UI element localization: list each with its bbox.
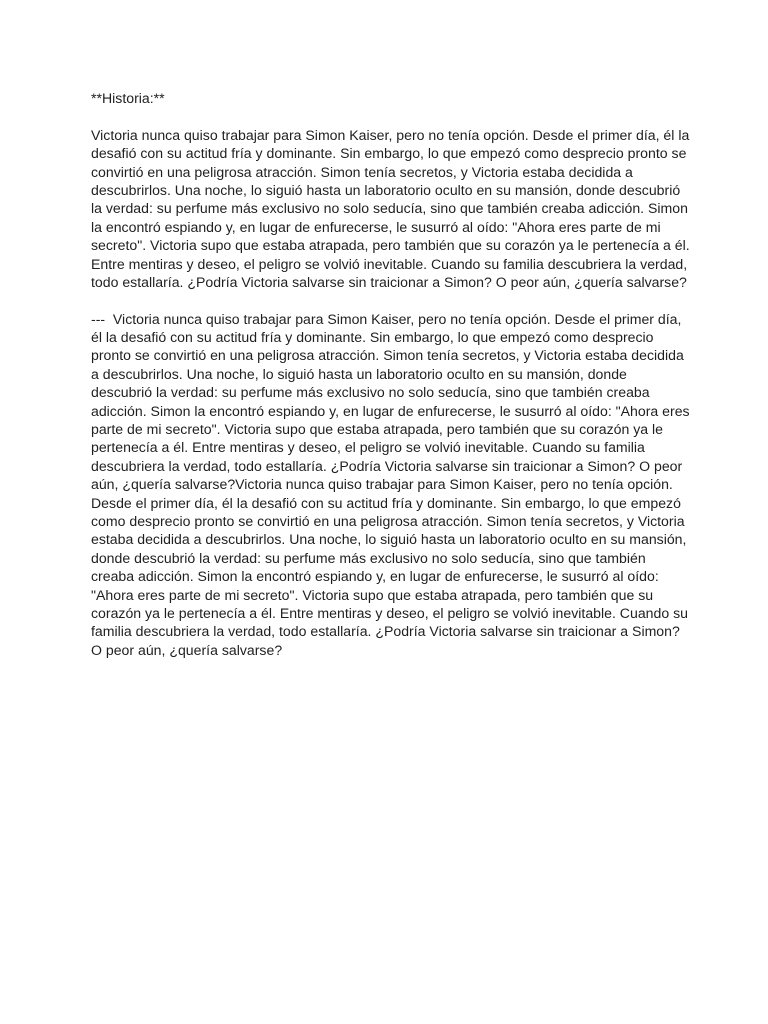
- paragraph-line: corazón ya le pertenecía a él. Entre mentiras y deseo, el peligro se volvió inevitable. Cuando su: [91, 604, 688, 621]
- paragraph-line: Entre mentiras y deseo, el peligro se volvió inevitable. Cuando su familia descubriera la verdad,: [91, 255, 688, 272]
- paragraph-line: descubrió la verdad: su perfume más exclusivo no solo seducía, sino que también creaba: [91, 384, 650, 401]
- paragraph-line: --- Victoria nunca quiso trabajar para Simon Kaiser, pero no tenía opción. Desde el primer día,: [91, 310, 682, 327]
- paragraph-line: secreto". Victoria supo que estaba atrapada, pero también que su corazón ya le pertenecía a él.: [91, 237, 690, 254]
- paragraph-line: pronto se convirtió en una peligrosa atracción. Simon tenía secretos, y Victoria estaba decidida: [91, 347, 684, 364]
- paragraph-line: creaba adicción. Simon la encontró espiando y, en lugar de enfurecerse, le susurró al oído:: [91, 568, 659, 585]
- paragraph-line: O peor aún, ¿quería salvarse?: [91, 641, 283, 658]
- paragraph-line: todo estallaría. ¿Podría Victoria salvarse sin traicionar a Simon? O peor aún, ¿quería salvarse?: [91, 273, 687, 290]
- document-heading: **Historia:**: [91, 90, 165, 106]
- story-paragraph-2: [91, 310, 691, 659]
- story-paragraph-1: [91, 126, 691, 292]
- paragraph-line: descubrirlos. Una noche, lo siguió hasta un laboratorio oculto en su mansión, donde descubrió: [91, 181, 681, 198]
- paragraph-line: desafió con su actitud fría y dominante. Sin embargo, lo que empezó como desprecio pronto se: [91, 145, 687, 162]
- paragraph-line: a descubrirlos. Una noche, lo siguió hasta un laboratorio oculto en su mansión, donde: [91, 365, 627, 382]
- paragraph-line: la verdad: su perfume más exclusivo no solo seducía, sino que también creaba adicción. Simon: [91, 200, 688, 217]
- paragraph-line: él la desafió con su actitud fría y dominante. Sin embargo, lo que empezó como desprecio: [91, 329, 654, 346]
- paragraph-line: donde descubrió la verdad: su perfume más exclusivo no solo seducía, sino que también: [91, 549, 646, 566]
- paragraph-line: pertenecía a él. Entre mentiras y deseo, el peligro se volvió inevitable. Cuando su familia: [91, 439, 645, 456]
- paragraph-line: como desprecio pronto se convirtió en una peligrosa atracción. Simon tenía secretos, y Victoria: [91, 512, 685, 529]
- paragraph-line: Desde el primer día, él la desafió con su actitud fría y dominante. Sin embargo, lo que empezó: [91, 494, 681, 511]
- paragraph-line: la encontró espiando y, en lugar de enfurecerse, le susurró al oído: "Ahora eres parte de mi: [91, 218, 661, 235]
- paragraph-line: familia descubriera la verdad, todo estallaría. ¿Podría Victoria salvarse sin traicionar a Simon?: [91, 623, 680, 640]
- document-body: [91, 89, 691, 659]
- paragraph-line: "Ahora eres parte de mi secreto". Victoria supo que estaba atrapada, pero también que su: [91, 586, 654, 603]
- paragraph-line: adicción. Simon la encontró espiando y, en lugar de enfurecerse, le susurró al oído: "Ahora eres: [91, 402, 690, 419]
- paragraph-line: convirtió en una peligrosa atracción. Simon tenía secretos, y Victoria estaba decidida a: [91, 163, 633, 180]
- paragraph-line: aún, ¿quería salvarse?Victoria nunca quiso trabajar para Simon Kaiser, pero no tenía opción.: [91, 476, 673, 493]
- paragraph-line: estaba decidida a descubrirlos. Una noche, lo siguió hasta un laboratorio oculto en su mansión,: [91, 531, 687, 548]
- paragraph-spacer: [91, 107, 691, 125]
- paragraph-line: descubriera la verdad, todo estallaría. ¿Podría Victoria salvarse sin traicionar a Simon? O peor: [91, 457, 683, 474]
- paragraph-line: Victoria nunca quiso trabajar para Simon Kaiser, pero no tenía opción. Desde el primer día, él la: [91, 126, 690, 143]
- paragraph-spacer: [91, 291, 691, 309]
- paragraph-line: parte de mi secreto". Victoria supo que estaba atrapada, pero también que su corazón ya le: [91, 421, 663, 438]
